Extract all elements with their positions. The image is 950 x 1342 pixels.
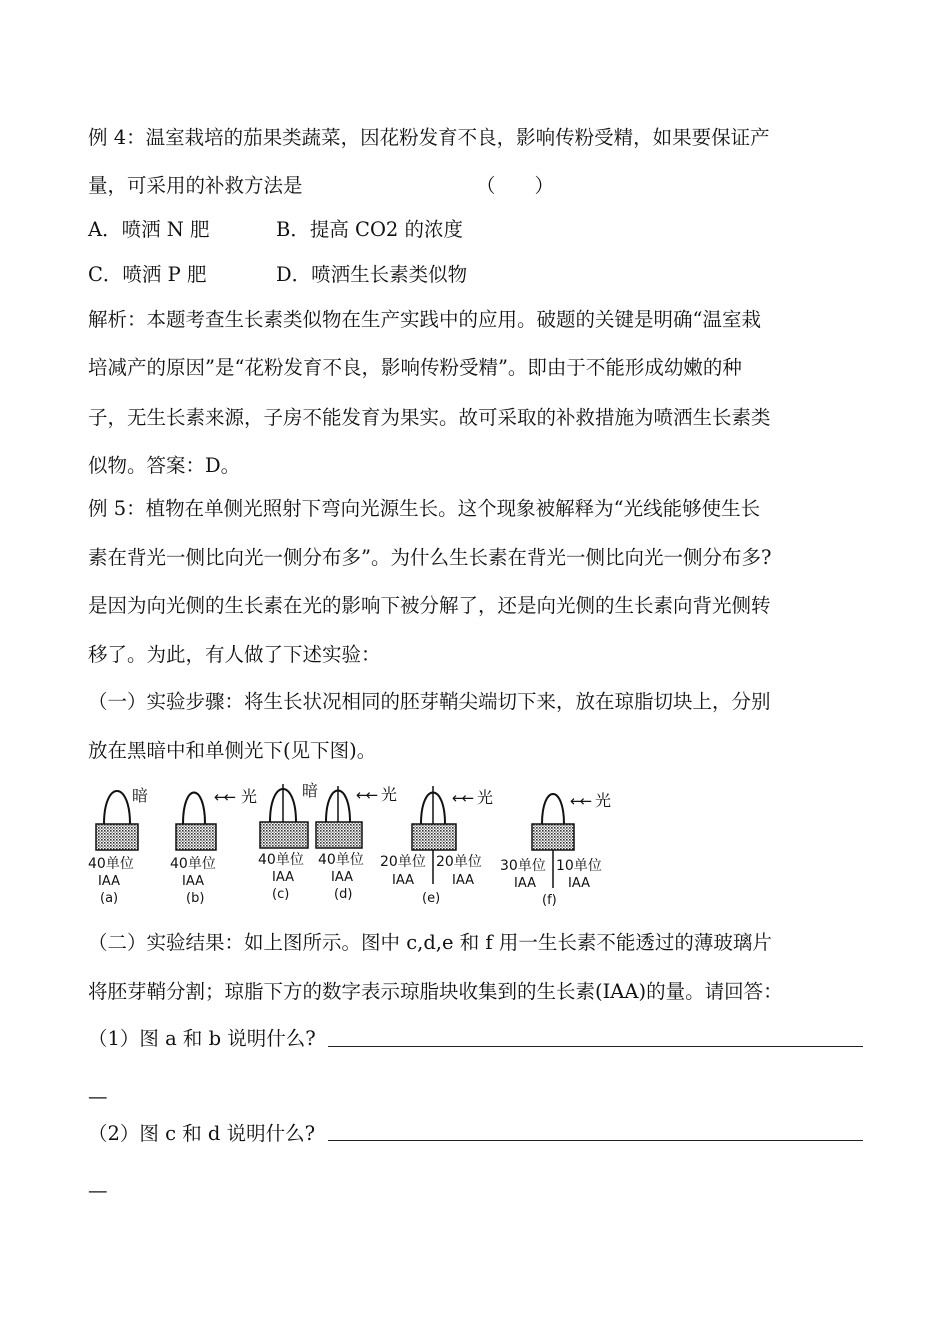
option-b: B．提高 CO2 的浓度 [276,218,464,241]
experiment-result-line1: （二）实验结果：如上图所示。图中 c,d,e 和 f 用一生长素不能透过的薄玻璃片 [88,931,772,954]
question-1: （1）图 a 和 b 说明什么? [88,1027,316,1050]
experiment-steps-line1: （一）实验步骤：将生长状况相同的胚芽鞘尖端切下来，放在琼脂切块上，分别 [88,690,771,713]
dark-label-a: 暗 [132,786,149,805]
option-d: D．喷洒生长素类似物 [276,263,468,286]
panel-f-letter: (f) [542,893,557,908]
example4-question-line1: 例 4：温室栽培的茄果类蔬菜，因花粉发育不良，影响传粉受精，如果要保证产 [88,126,770,149]
analysis-line2: 培减产的原因”是“花粉发育不良，影响传粉受精”。即由于不能形成幼嫩的种 [88,356,742,379]
agar-block-f [532,824,574,850]
panel-c-letter: (c) [272,887,290,902]
analysis-line3: 子，无生长素来源，子房不能发育为果实。故可采取的补救措施为喷洒生长素类 [88,406,771,429]
example5-line1: 例 5：植物在单侧光照射下弯向光源生长。这个现象被解释为“光线能够使生长 [88,497,761,520]
analysis-line1: 解析：本题考查生长素类似物在生产实践中的应用。破题的关键是明确“温室栽 [88,308,761,331]
panel-e-left-iaa: IAA [392,873,414,888]
panel-d-letter: (d) [334,887,353,902]
question-2-blank-tail: — [88,1179,108,1202]
example5-line3: 是因为向光侧的生长素在光的影响下被分解了，还是向光侧的生长素向背光侧转 [88,594,771,617]
coleoptile-tip-a [104,791,130,824]
panel-a-amount: 40单位 [88,856,134,872]
panel-e-left-amount: 20单位 [380,854,426,870]
light-arrows-b: ←← [214,788,234,806]
example5-line2: 素在背光一侧比向光一侧分布多”。为什么生长素在背光一侧比向光一侧分布多? [88,546,772,569]
panel-d-amount: 40单位 [318,852,364,868]
question-1-blank-tail: — [88,1085,108,1108]
coleoptile-tip-b [183,793,205,825]
light-label-d: 光 [381,785,398,804]
question-2: （2）图 c 和 d 说明什么? [88,1122,316,1145]
question-2-answer-blank[interactable] [328,1140,863,1141]
light-arrows-f: ←← [570,792,590,810]
option-c: C．喷洒 P 肥 [88,263,207,286]
panel-a-letter: (a) [100,891,119,906]
panel-c [258,781,318,902]
example4-question-line2: 量，可采用的补救方法是 [88,174,303,197]
example5-line4: 移了。为此，有人做了下述实验： [88,643,381,666]
light-label-e: 光 [477,788,494,807]
agar-block-c [260,822,308,848]
panel-d-iaa: IAA [331,870,353,885]
panel-c-iaa: IAA [272,870,294,885]
dark-label-c: 暗 [302,781,319,800]
option-a: A．喷洒 N 肥 [88,218,210,241]
panel-c-amount: 40单位 [258,852,304,868]
agar-block-d [316,822,362,848]
light-label-f: 光 [595,791,612,810]
panel-a-iaa: IAA [98,874,120,889]
panel-f-right-amount: 10单位 [556,858,602,874]
light-arrows-e: ←← [452,789,472,807]
light-arrows-d: ←← [356,786,376,804]
panel-e [380,786,493,906]
panel-b-amount: 40单位 [170,856,216,872]
coleoptile-experiment-figure [86,776,626,910]
panel-a [88,786,148,906]
analysis-line4: 似物。答案：D。 [88,454,241,477]
panel-b-iaa: IAA [182,874,204,889]
panel-f [500,791,611,908]
agar-block-a [96,824,138,850]
agar-block-e [412,824,456,850]
panel-e-right-iaa: IAA [452,873,474,888]
experiment-steps-line2: 放在黑暗中和单侧光下(见下图)。 [88,739,377,762]
light-label-b: 光 [241,787,258,806]
agar-block-b [176,824,216,850]
question-1-answer-blank[interactable] [328,1046,863,1047]
panel-e-letter: (e) [422,891,441,906]
panel-e-right-amount: 20单位 [436,854,482,870]
panel-f-right-iaa: IAA [568,876,590,891]
panel-d [316,785,397,902]
panel-f-left-amount: 30单位 [500,858,546,874]
panel-f-left-iaa: IAA [514,876,536,891]
experiment-result-line2: 将胚芽鞘分割；琼脂下方的数字表示琼脂块收集到的生长素(IAA)的量。请回答： [88,980,783,1003]
answer-parentheses: （ ） [476,174,555,197]
panel-b [170,787,257,906]
coleoptile-tip-f [542,794,564,824]
panel-b-letter: (b) [186,891,205,906]
